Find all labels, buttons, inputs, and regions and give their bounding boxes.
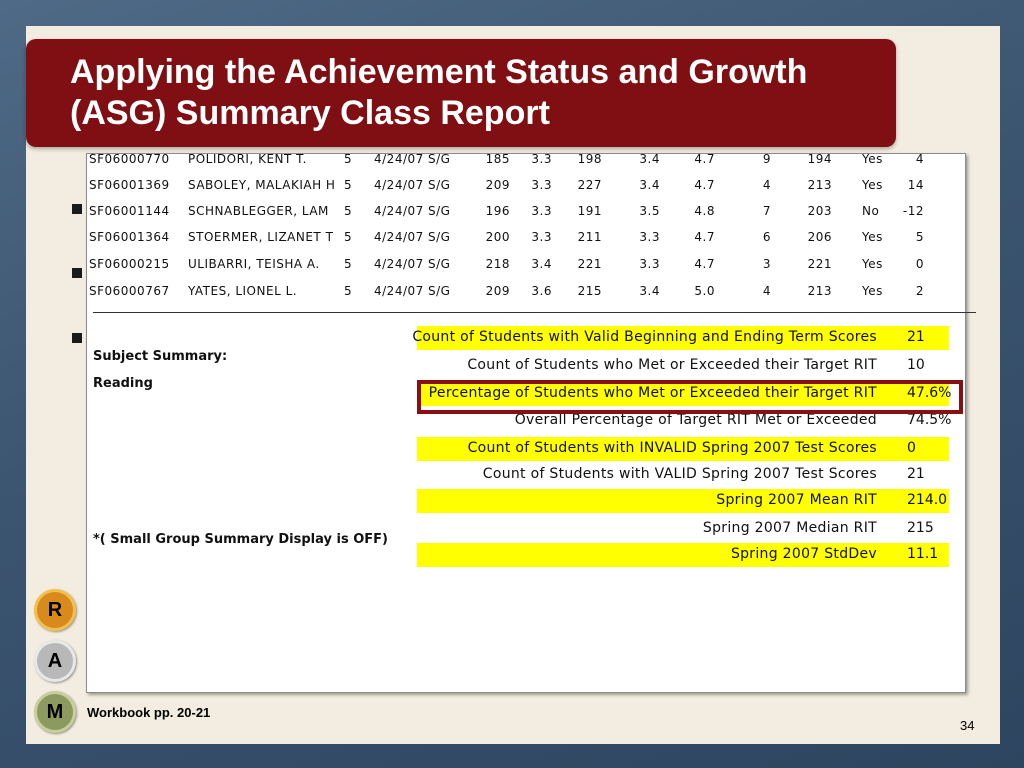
page-number: 34 (960, 718, 975, 733)
summary-stat-value: 11.1 (907, 546, 939, 562)
cell-name: POLIDORI, KENT T. (188, 152, 307, 166)
cell-begin-rit: 218 (485, 257, 510, 271)
cell-met: Yes (862, 178, 883, 192)
cell-growth: 6 (762, 230, 771, 244)
cell-begin-rit: 200 (485, 230, 510, 244)
summary-stat-label: Count of Students who Met or Exceeded their Target RIT (467, 357, 877, 373)
workbook-reference: Workbook pp. 20-21 (87, 705, 211, 720)
summary-stat-row (417, 463, 949, 487)
subject-name: Reading (93, 376, 153, 391)
cell-begin-rit: 209 (485, 178, 510, 192)
cell-name: SABOLEY, MALAKIAH H (188, 178, 336, 192)
cell-begin-se: 3.3 (531, 230, 552, 244)
cell-growth: 4 (762, 178, 771, 192)
summary-stat-row (417, 517, 949, 541)
cell-end-se: 3.3 (639, 257, 660, 271)
cell-grade: 5 (344, 257, 353, 271)
cell-date: 4/24/07 (374, 257, 424, 271)
summary-stat-label: Spring 2007 StdDev (730, 546, 877, 562)
cell-sg: S/G (428, 178, 451, 192)
student-row (87, 204, 965, 230)
cell-begin-se: 3.3 (531, 152, 552, 166)
cell-grade: 5 (344, 284, 353, 298)
cell-begin-se: 3.4 (531, 257, 552, 271)
cell-target-rit: 194 (807, 152, 832, 166)
cell-met: Yes (862, 230, 883, 244)
summary-stat-label: Spring 2007 Mean RIT (716, 492, 877, 508)
cell-name: YATES, LIONEL L. (188, 284, 298, 298)
cell-id: SF06000770 (89, 152, 170, 166)
cell-sg: S/G (428, 204, 451, 218)
asg-report-panel (86, 153, 966, 693)
student-row (87, 152, 965, 178)
cell-sg: S/G (428, 152, 451, 166)
subject-summary-title: Subject Summary: (93, 349, 228, 364)
badge-m: M (34, 691, 76, 733)
summary-stat-value: 215 (907, 520, 934, 536)
cell-date: 4/24/07 (374, 178, 424, 192)
cell-begin-se: 3.3 (531, 204, 552, 218)
cell-id: SF06000767 (89, 284, 170, 298)
slide-title: Applying the Achievement Status and Growth (ASG) Summary Class Report (70, 53, 808, 132)
cell-date: 4/24/07 (374, 284, 424, 298)
summary-stat-row (417, 437, 949, 461)
cell-id: SF06001144 (89, 204, 170, 218)
summary-stat-label: Count of Students with Valid Beginning and Ending Term Scores (412, 329, 877, 345)
cell-end-rit: 211 (577, 230, 602, 244)
summary-stat-value: 47.6% (907, 385, 952, 401)
cell-growth: 7 (762, 204, 771, 218)
highlight-callout-box (417, 380, 963, 414)
cell-id: SF06000215 (89, 257, 170, 271)
cell-id: SF06001369 (89, 178, 170, 192)
cell-name: STOERMER, LIZANET T (188, 230, 334, 244)
cell-name: SCHNABLEGGER, LAM (188, 204, 329, 218)
cell-end-se: 3.4 (639, 152, 660, 166)
student-row (87, 284, 965, 310)
student-row (87, 230, 965, 256)
cell-end-rit: 191 (577, 204, 602, 218)
cell-end-se: 3.4 (639, 284, 660, 298)
cell-target-growth: 5.0 (694, 284, 715, 298)
cell-begin-se: 3.6 (531, 284, 552, 298)
cell-end-rit: 221 (577, 257, 602, 271)
cell-growth-index: 14 (907, 178, 924, 192)
cell-growth-index: 0 (915, 257, 924, 271)
cell-grade: 5 (344, 152, 353, 166)
bullet-3 (72, 333, 82, 343)
cell-end-se: 3.3 (639, 230, 660, 244)
summary-stat-value: 0 (907, 440, 916, 456)
cell-grade: 5 (344, 230, 353, 244)
cell-name: ULIBARRI, TEISHA A. (188, 257, 320, 271)
cell-end-se: 3.5 (639, 204, 660, 218)
cell-id: SF06001364 (89, 230, 170, 244)
cell-target-growth: 4.7 (694, 152, 715, 166)
cell-growth-index: -12 (902, 204, 924, 218)
summary-stat-label: Count of Students with INVALID Spring 2007 Test Scores (467, 440, 877, 456)
summary-stat-label: Count of Students with VALID Spring 2007 Test Scores (482, 466, 877, 482)
cell-met: No (862, 204, 880, 218)
cell-growth: 4 (762, 284, 771, 298)
cell-target-rit: 203 (807, 204, 832, 218)
summary-stat-row (412, 326, 949, 350)
cell-target-rit: 213 (807, 178, 832, 192)
cell-target-rit: 213 (807, 284, 832, 298)
cell-end-rit: 198 (577, 152, 602, 166)
student-row (87, 257, 965, 283)
bullet-2 (72, 268, 82, 278)
student-row (87, 178, 965, 204)
cell-met: Yes (862, 284, 883, 298)
cell-date: 4/24/07 (374, 152, 424, 166)
small-group-note: *( Small Group Summary Display is OFF) (93, 532, 388, 547)
cell-begin-rit: 185 (485, 152, 510, 166)
cell-target-growth: 4.7 (694, 178, 715, 192)
summary-stat-value: 214.0 (907, 492, 948, 508)
summary-stat-value: 10 (907, 357, 925, 373)
cell-growth-index: 5 (915, 230, 924, 244)
cell-date: 4/24/07 (374, 204, 424, 218)
cell-begin-se: 3.3 (531, 178, 552, 192)
summary-stat-row (417, 354, 949, 378)
summary-stat-label: Overall Percentage of Target RIT Met or Exceeded (514, 412, 877, 428)
badge-a: A (34, 640, 76, 682)
cell-target-growth: 4.8 (694, 204, 715, 218)
bullet-1 (72, 204, 82, 214)
report-divider (93, 312, 976, 313)
summary-stat-row (417, 543, 949, 567)
summary-stat-value: 21 (907, 466, 925, 482)
cell-begin-rit: 196 (485, 204, 510, 218)
summary-stat-label: Percentage of Students who Met or Exceeded their Target RIT (428, 385, 877, 401)
badge-r: R (34, 589, 76, 631)
cell-end-se: 3.4 (639, 178, 660, 192)
cell-met: Yes (862, 257, 883, 271)
cell-target-rit: 206 (807, 230, 832, 244)
cell-met: Yes (862, 152, 883, 166)
cell-growth: 3 (762, 257, 771, 271)
cell-begin-rit: 209 (485, 284, 510, 298)
cell-grade: 5 (344, 204, 353, 218)
cell-sg: S/G (428, 257, 451, 271)
cell-growth-index: 4 (915, 152, 924, 166)
cell-sg: S/G (428, 284, 451, 298)
cell-target-growth: 4.7 (694, 230, 715, 244)
cell-sg: S/G (428, 230, 451, 244)
cell-growth-index: 2 (915, 284, 924, 298)
cell-end-rit: 215 (577, 284, 602, 298)
cell-growth: 9 (762, 152, 771, 166)
cell-date: 4/24/07 (374, 230, 424, 244)
summary-stat-label: Spring 2007 Median RIT (702, 520, 877, 536)
summary-stat-value: 74.5% (907, 412, 952, 428)
cell-grade: 5 (344, 178, 353, 192)
summary-stat-row (417, 489, 949, 513)
summary-stat-value: 21 (907, 329, 925, 345)
cell-target-growth: 4.7 (694, 257, 715, 271)
cell-target-rit: 221 (807, 257, 832, 271)
cell-end-rit: 227 (577, 178, 602, 192)
